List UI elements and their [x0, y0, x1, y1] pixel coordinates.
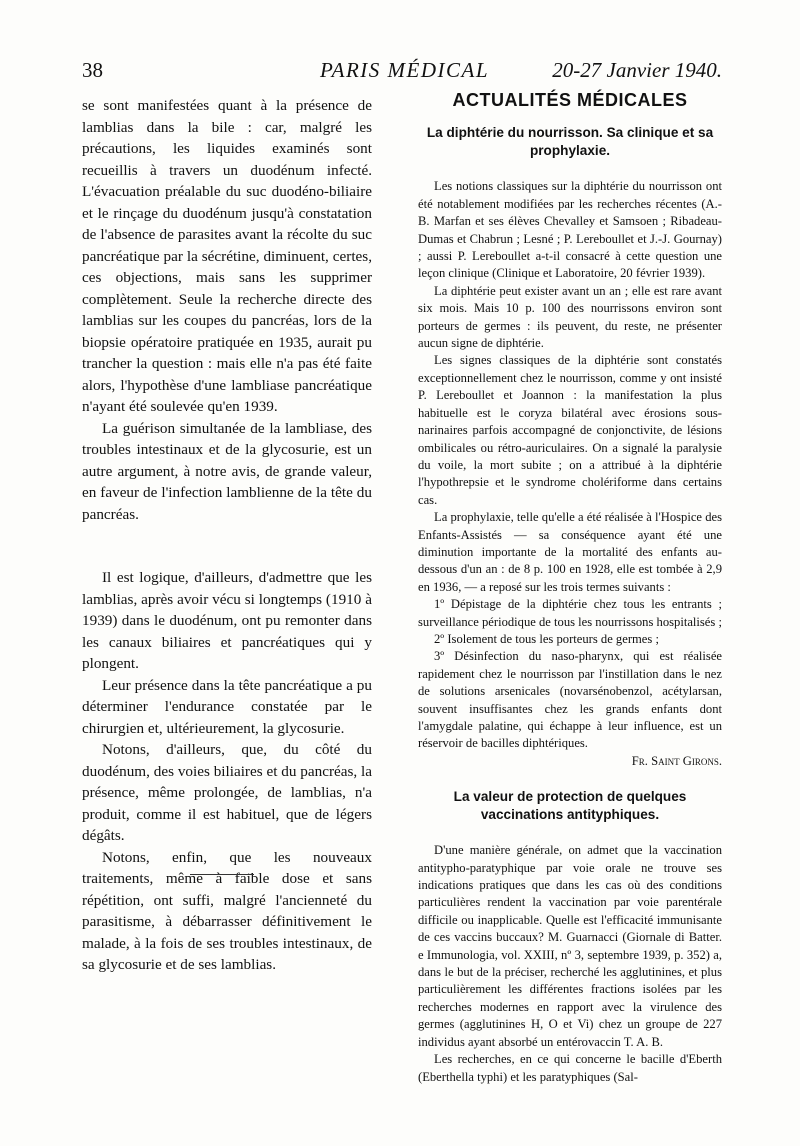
right-column: [418, 92, 722, 1086]
article-paragraph: Les signes classiques de la diphtérie sont constatés exceptionnellement chez le nourrisson, comme y ont insisté P. Lereboullet et Joannon : la manifestation la plus habituelle est le coryza bilatéral avec érosions sous-narinaires parfois accompagné de conjonctivite, de lésions ombilicales ou rétro-auriculaires. On a signalé la paralysie du voile, la mort subite ; on a attribué à la diphtérie l'hypothrepsie et le syndrome cholériforme dans certains cas.: [418, 353, 722, 507]
page-header: [82, 58, 722, 88]
article-paragraph: La prophylaxie, telle qu'elle a été réalisée à l'Hospice des Enfants-Assistés — sa conséquence ayant été une diminution importante de la mortalité des enfants au-dessous d'un an : de 8 p. 100 en 1928, elle est tombée à 2,9 en 1936, — a reposé sur les trois termes suivants :: [418, 510, 722, 594]
list-item: 2º Isolement de tous les porteurs de germes ;: [434, 631, 659, 646]
list-item: 1º Dépistage de la diphtérie chez tous les entrants ; surveillance périodique de tous les nourrissons hospitalisés ;: [418, 597, 722, 629]
left-paragraph: se sont manifestées quant à la présence de lamblias dans la bile : car, malgré les précautions, les liquides examinés sont recueillis à travers un duodénum infecté. L'évacuation préalable du suc duodéno-biliaire et le rinçage du duodénum jusqu'à constatation de l'absence de parasites avant la récolte du suc pancréatique par la sécrétine, diminuent, certes, ces objections, mais sans les supprimer complètement. Seule la recherche directe des lamblias sur les coupes du pancréas, lors de la biopsie opératoire pratiquée en 1935, aurait pu trancher la question : mais elle n'a pas été faite alors, l'hypothèse d'une lambliase pancréatique n'ayant été soulevée qu'en 1939.: [82, 97, 372, 415]
left-paragraph: Notons, enfin, que les nouveaux traitements, même à faible dose et sans répétition, ont suffi, malgré l'ancienneté du parasitisme, à débarrasser définitivement le malade, à la fois de ses troubles intestinaux, de sa glycosurie et de ses lamblias.: [82, 848, 372, 973]
left-paragraph: Il est logique, d'ailleurs, d'admettre que les lamblias, après avoir vécu si longtemps (1910 à 1939) dans le duodénum, ont pu remonter dans les canaux biliaires et pancréatiques qui y plongent.: [82, 569, 372, 672]
issue-date: 20-27 Janvier 1940.: [552, 58, 722, 82]
article-title: La valeur de protection de quelques vaccinations antityphiques.: [453, 789, 687, 823]
article-title: La diphtérie du nourrisson. Sa clinique et sa prophylaxie.: [426, 125, 714, 159]
prophylaxis-list: [418, 596, 722, 753]
column-end-rule: [190, 874, 254, 875]
page-number: 38: [82, 58, 103, 82]
author-signature: Fr. Saint Girons.: [631, 753, 722, 768]
article-paragraph: Les recherches, en ce qui concerne le bacille d'Eberth (Eberthella typhi) et les paratyphiques (Sal-: [418, 1052, 722, 1084]
left-paragraph: La guérison simultanée de la lambliase, des troubles intestinaux et de la glycosurie, est un autre argument, à notre avis, de grande valeur, en faveur de l'infection lamblienne de la tête du pancréas.: [82, 419, 372, 523]
left-paragraph: Notons, d'ailleurs, que, du côté du duodénum, des voies biliaires et du pancréas, la présence, même prolongée, de lamblias, n'a produit, comme il est habituel, que de légers dégâts.: [82, 741, 372, 844]
left-paragraph: Leur présence dans la tête pancréatique a pu déterminer l'endurance constatée par le chirurgien et, ultérieurement, la glycosurie.: [82, 676, 372, 737]
section-title: ACTUALITÉS MÉDICALES: [452, 90, 688, 110]
article-paragraph: La diphtérie peut exister avant un an ; elle est rare avant six mois. Mais 10 p. 100 des nourrissons environ sont porteurs de germes : ils peuvent, du reste, ne présenter aucun signe de diphtérie.: [418, 283, 722, 351]
left-column: [82, 95, 372, 976]
journal-title: PARIS MÉDICAL: [320, 58, 490, 82]
article-paragraph: D'une manière générale, on admet que la vaccination antitypho-paratyphique par voie orale ne trouve ses indications pratiques que dans les cas où des conditions particulières rendent la vaccination par voie parentérale difficile ou inapplicable. Quelle est l'efficacité immunisante de ces vaccins buccaux? M. Guarnacci (Giornale di Batter. e Immunologia, vol. XXIII, nº 3, septembre 1939, p. 352) a, dans le but de la préciser, recherché les agglutinines, et plus particulièrement les différentes fractions isolées par les recherches modernes en rapport avec la virulence des germes (agglutinines H, O et Vi) chez un groupe de 227 individus ayant absorbé un entérovaccin T. A. B.: [418, 843, 722, 1049]
article-paragraph: Les notions classiques sur la diphtérie du nourrisson ont été notablement modifiées par les recherches récentes (A.-B. Marfan et ses élèves Chevalley et Samsoen ; Ribadeau-Dumas et Chabrun ; Lesné ; P. Lereboullet et J.-J. Gournay) ; aussi P. Lereboullet a-t-il consacré à cette question une leçon clinique (Clinique et Laboratoire, 20 février 1939).: [418, 179, 722, 281]
list-item: 3º Désinfection du naso-pharynx, qui est réalisée rapidement chez le nourrisson par l'instillation dans le nez de solutions arsenicales (novarsénobenzol, acétylarsan, souvent insuffisantes chez les grands enfants dont l'amygdale palatine, qui échappe à leur influence, est un réservoir de bacilles diphtériques.: [418, 649, 722, 751]
